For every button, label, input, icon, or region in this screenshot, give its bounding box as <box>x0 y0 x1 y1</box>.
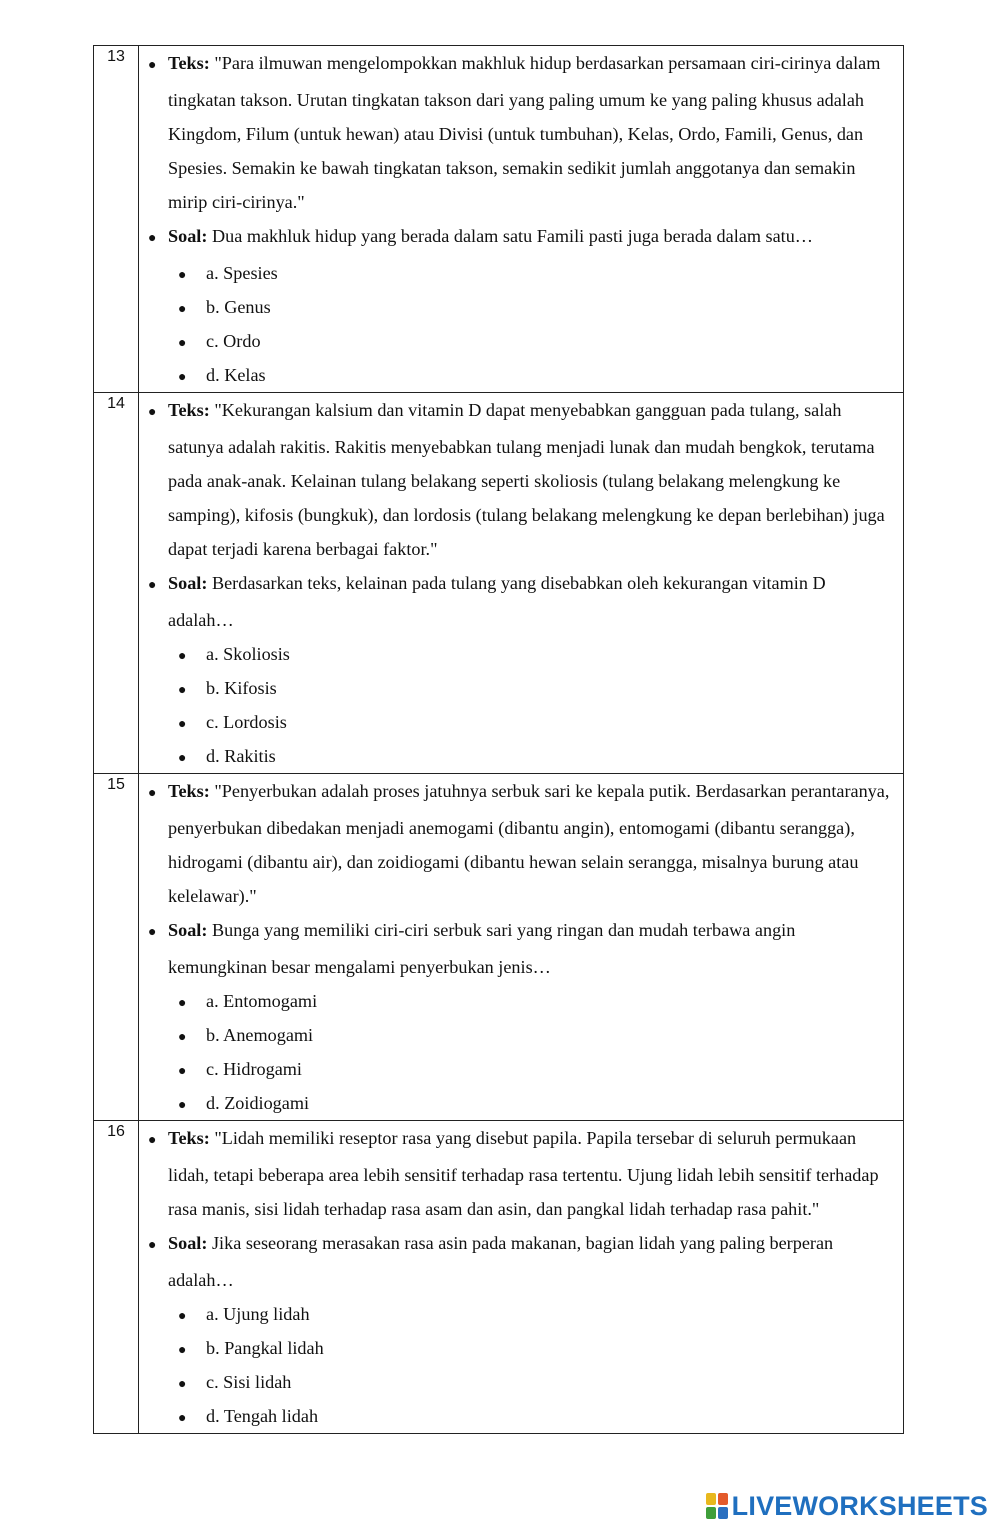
answer-options <box>148 984 895 1120</box>
answer-option-label: c. Hidrogami <box>206 1059 302 1079</box>
teks-label: Teks: <box>168 400 210 420</box>
answer-option-label: d. Tengah lidah <box>206 1406 319 1426</box>
bullet-icon: ● <box>178 302 187 317</box>
question-number: 15 <box>94 774 139 1121</box>
soal-paragraph <box>148 1226 895 1297</box>
liveworksheets-brand[interactable] <box>706 1488 988 1524</box>
logo-square-icon <box>706 1493 716 1505</box>
soal-paragraph <box>148 913 895 984</box>
answer-option[interactable] <box>178 256 895 290</box>
answer-option[interactable] <box>178 1297 895 1331</box>
question-row <box>94 1121 904 1434</box>
answer-option-label: a. Ujung lidah <box>206 1304 310 1324</box>
bullet-icon: ● <box>148 405 157 420</box>
answer-option[interactable] <box>178 358 895 392</box>
teks-label: Teks: <box>168 1128 210 1148</box>
answer-option[interactable] <box>178 1018 895 1052</box>
bullet-icon: ● <box>148 578 157 593</box>
bullet-icon: ● <box>178 649 187 664</box>
answer-option-label: a. Spesies <box>206 263 278 283</box>
brand-wordmark: LIVEWORKSHEETS <box>731 1490 988 1521</box>
bullet-icon: ● <box>178 336 187 351</box>
answer-option[interactable] <box>178 1331 895 1365</box>
bullet-icon: ● <box>148 1238 157 1253</box>
bullet-icon: ● <box>178 370 187 385</box>
bullet-icon: ● <box>178 268 187 283</box>
answer-option[interactable] <box>178 1399 895 1433</box>
answer-option-label: b. Anemogami <box>206 1025 314 1045</box>
answer-option-label: c. Sisi lidah <box>206 1372 292 1392</box>
answer-option[interactable] <box>178 290 895 324</box>
soal-text: Bunga yang memiliki ciri-ciri serbuk sari yang ringan dan mudah terbawa angin kemungkinan besar mengalami penyerbukan jenis… <box>168 920 796 977</box>
soal-paragraph <box>148 566 895 637</box>
liveworksheets-logo-icon <box>706 1493 728 1519</box>
teks-text: "Kekurangan kalsium dan vitamin D dapat menyebabkan gangguan pada tulang, salah satunya adalah rakitis. Rakitis menyebabkan tulang menjadi lunak dan mudah bengkok, terutama pada anak-anak. Kelainan tulang belakang seperti skoliosis (tulang belakang melengkung ke samping), kifosis (bungkuk), dan lordosis (tulang belakang melengkung ke depan berlebihan) juga dapat terjadi karena berbagai faktor." <box>168 400 885 559</box>
teks-text: "Para ilmuwan mengelompokkan makhluk hidup berdasarkan persamaan ciri-cirinya dalam tingkatan takson. Urutan tingkatan takson dari yang paling umum ke yang paling khusus adalah Kingdom, Filum (untuk hewan) atau Divisi (untuk tumbuhan), Kelas, Ordo, Famili, Genus, dan Spesies. Semakin ke bawah tingkatan takson, semakin sedikit jumlah anggotanya dan semakin mirip ciri-cirinya." <box>168 53 881 212</box>
answer-option[interactable] <box>178 324 895 358</box>
answer-option[interactable] <box>178 671 895 705</box>
answer-option-label: b. Genus <box>206 297 271 317</box>
teks-paragraph <box>148 393 895 566</box>
bullet-icon: ● <box>148 925 157 940</box>
soal-label: Soal: <box>168 226 208 246</box>
teks-paragraph <box>148 1121 895 1226</box>
bullet-icon: ● <box>178 1309 187 1324</box>
teks-label: Teks: <box>168 53 210 73</box>
question-number: 14 <box>94 393 139 774</box>
question-content <box>139 393 904 774</box>
bullet-icon: ● <box>178 683 187 698</box>
bullet-icon: ● <box>178 1098 187 1113</box>
bullet-icon: ● <box>148 1133 157 1148</box>
answer-option-label: d. Zoidiogami <box>206 1093 310 1113</box>
bullet-icon: ● <box>178 751 187 766</box>
question-number: 13 <box>94 46 139 393</box>
question-content <box>139 774 904 1121</box>
bullet-icon: ● <box>178 1343 187 1358</box>
teks-text: "Lidah memiliki reseptor rasa yang disebut papila. Papila tersebar di seluruh permukaan lidah, tetapi beberapa area lebih sensitif terhadap rasa tertentu. Ujung lidah lebih sensitif terhadap rasa manis, sisi lidah terhadap rasa asam dan asin, dan pangkal lidah terhadap rasa pahit." <box>168 1128 879 1219</box>
question-table <box>93 45 904 1434</box>
question-row <box>94 46 904 393</box>
bullet-icon: ● <box>178 1030 187 1045</box>
soal-text: Dua makhluk hidup yang berada dalam satu Famili pasti juga berada dalam satu… <box>211 226 813 246</box>
answer-option[interactable] <box>178 739 895 773</box>
answer-option[interactable] <box>178 705 895 739</box>
bullet-icon: ● <box>178 1064 187 1079</box>
logo-square-icon <box>718 1493 728 1505</box>
answer-option-label: b. Kifosis <box>206 678 277 698</box>
answer-option[interactable] <box>178 1052 895 1086</box>
teks-label: Teks: <box>168 781 210 801</box>
answer-option[interactable] <box>178 984 895 1018</box>
answer-options <box>148 1297 895 1433</box>
question-content <box>139 1121 904 1434</box>
answer-option-label: b. Pangkal lidah <box>206 1338 324 1358</box>
soal-text: Berdasarkan teks, kelainan pada tulang yang disebabkan oleh kekurangan vitamin D adalah… <box>168 573 826 630</box>
bullet-icon: ● <box>148 786 157 801</box>
soal-label: Soal: <box>168 573 208 593</box>
teks-text: "Penyerbukan adalah proses jatuhnya serbuk sari ke kepala putik. Berdasarkan perantaranya, penyerbukan dibedakan menjadi anemogami (dibantu angin), entomogami (dibantu serangga), hidrogami (dibantu air), dan zoidiogami (dibantu hewan selain serangga, misalnya burung atau kelelawar)." <box>168 781 890 906</box>
answer-options <box>148 256 895 392</box>
logo-square-icon <box>706 1507 716 1519</box>
question-number: 16 <box>94 1121 139 1434</box>
logo-square-icon <box>718 1507 728 1519</box>
bullet-icon: ● <box>178 996 187 1011</box>
answer-option-label: d. Rakitis <box>206 746 276 766</box>
answer-options <box>148 637 895 773</box>
soal-label: Soal: <box>168 920 208 940</box>
question-row <box>94 393 904 774</box>
answer-option-label: a. Entomogami <box>206 991 318 1011</box>
answer-option-label: a. Skoliosis <box>206 644 290 664</box>
bullet-icon: ● <box>148 58 157 73</box>
teks-paragraph <box>148 46 895 219</box>
answer-option-label: c. Ordo <box>206 331 261 351</box>
bullet-icon: ● <box>178 1411 187 1426</box>
teks-paragraph <box>148 774 895 913</box>
soal-label: Soal: <box>168 1233 208 1253</box>
answer-option-label: d. Kelas <box>206 365 266 385</box>
answer-option-label: c. Lordosis <box>206 712 287 732</box>
answer-option[interactable] <box>178 1365 895 1399</box>
question-content <box>139 46 904 393</box>
answer-option[interactable] <box>178 1086 895 1120</box>
soal-text: Jika seseorang merasakan rasa asin pada makanan, bagian lidah yang paling berperan adalah… <box>168 1233 834 1290</box>
soal-paragraph <box>148 219 895 256</box>
bullet-icon: ● <box>148 231 157 246</box>
answer-option[interactable] <box>178 637 895 671</box>
question-row <box>94 774 904 1121</box>
bullet-icon: ● <box>178 1377 187 1392</box>
bullet-icon: ● <box>178 717 187 732</box>
